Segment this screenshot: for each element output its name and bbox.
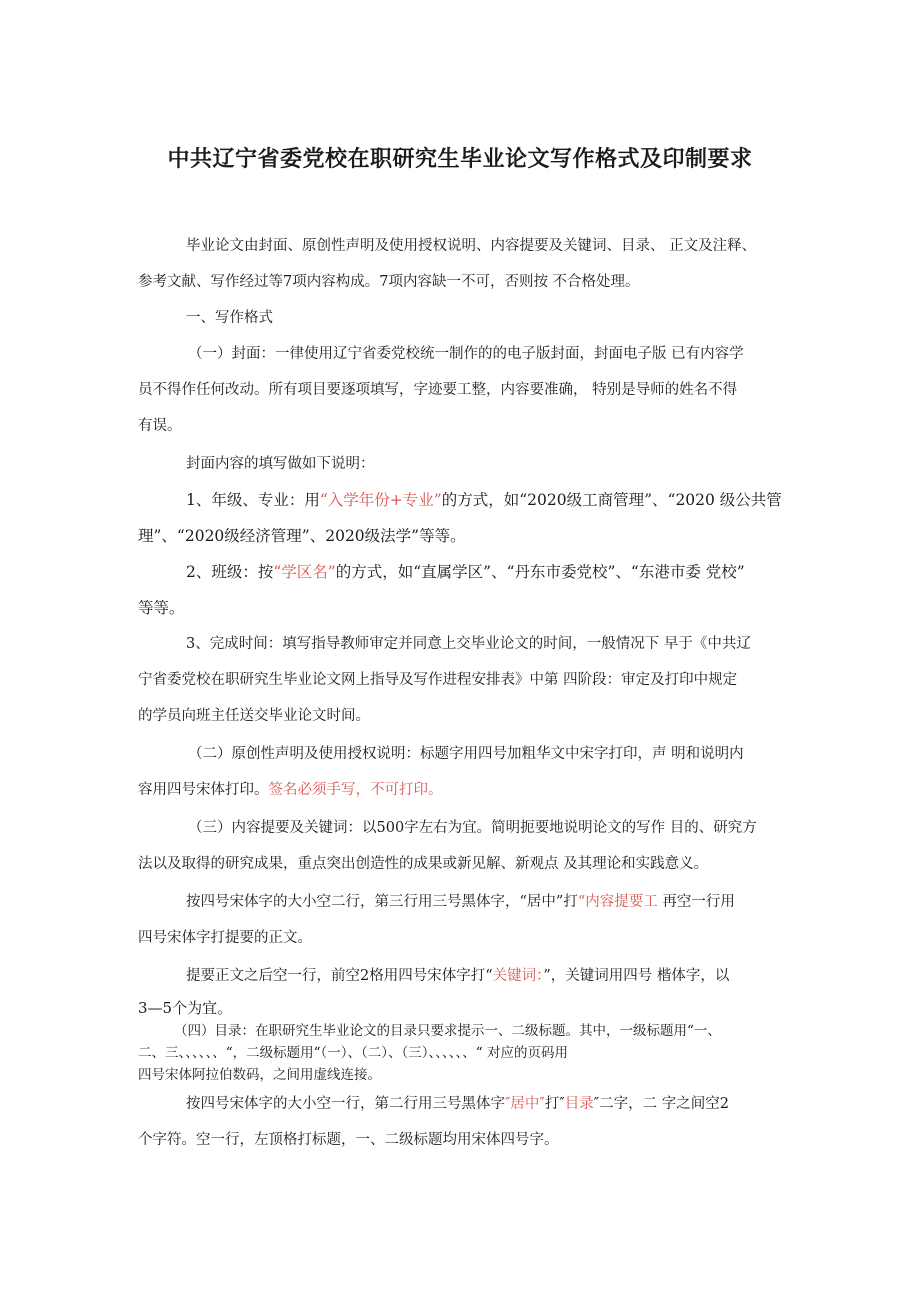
highlight-text: ″居中″ [505,1096,545,1112]
highlight-text: “内容提要工 [577,894,658,910]
highlight-text: 关键词： [492,968,544,984]
highlight-text: “入学年份+专业” [319,491,442,509]
cover-item-completion-time: 3、完成时间：填写指导教师审定并同意上交毕业论文的时间，一般情况下 早于《中共辽 宁省委党校在职研究生毕业论文网上指导及写作进程安排表》中第 四阶段：审定及打印中规定 的学员向班主任送交毕业论文时间。 [138,636,751,724]
originality-paragraph: （二）原创性声明及使用授权说明：标题字用四号加粗华文中宋字打印，声 明和说明内 容用四号宋体打印。签名必须手写，不可打印。 [138,746,744,798]
toc-format-paragraph: 按四号宋体字的大小空一行，第二行用三号黑体字″居中″打″目录″二字，二 字之间空2 个字符。空一行，左顶格打标题，一、二级标题均用宋体四号字。 [138,1096,730,1148]
cover-item-grade: 1、年级、专业：用“入学年份+专业”的方式，如“2020级工商管理”、“2020 级公共管 理”、“2020级经济管理”、2020级法学”等等。 [138,491,782,545]
section-heading-writing-format: 一、写作格式 [186,310,273,326]
abstract-format-paragraph: 按四号宋体字的大小空二行，第三行用三号黑体字，“居中”打“内容提要工 再空一行用 四号宋体字打提要的正文。 [138,894,735,946]
highlight-text: 目录 [564,1096,594,1112]
cover-paragraph: （一）封面：一律使用辽宁省委党校统一制作的的电子版封面，封面电子版 已有内容学 员不得作任何改动。所有项目要逐项填写，字迹要工整，内容要准确， 特别是导师的姓名不得 有误。 [138,346,744,434]
cover-item-class: 2、班级：按“学区名”的方式，如“直属学区”、“丹东市委党校”、“东港市委 党校” 等等。 [138,563,745,617]
abstract-paragraph: （三）内容提要及关键词：以500字左右为宜。简明扼要地说明论文的写作 目的、研究方 法以及取得的研究成果，重点突出创造性的成果或新见解、新观点 及其理论和实践意义。 [138,820,757,872]
keywords-paragraph: 提要正文之后空一行，前空2格用四号宋体字打“关键词：”，关键词用四号 楷体字，以 3—5个为宜。 [138,968,730,1017]
cover-intro: 封面内容的填写做如下说明： [186,456,375,472]
highlight-text: “学区名” [273,563,336,581]
document-title: 中共辽宁省委党校在职研究生毕业论文写作格式及印制要求 [167,147,753,172]
highlight-text: 签名必须手写，不可打印。 [268,782,443,798]
intro-paragraph: 毕业论文由封面、原创性声明及使用授权说明、内容提要及关键词、目录、 正文及注释、 参考文献、写作经过等7项内容构成。7项内容缺一不可，否则按 不合格处理。 [138,238,757,290]
toc-paragraph: （四）目录：在职研究生毕业论文的目录只要求提示一、二级标题。其中，一级标题用“一、 二、三、、、、、、“，二级标题用“（一）、（二）、（三）、、、、、、“ 对应的页码用 四号宋体阿拉伯数码，之间用虚线连接。 [138,1023,721,1083]
